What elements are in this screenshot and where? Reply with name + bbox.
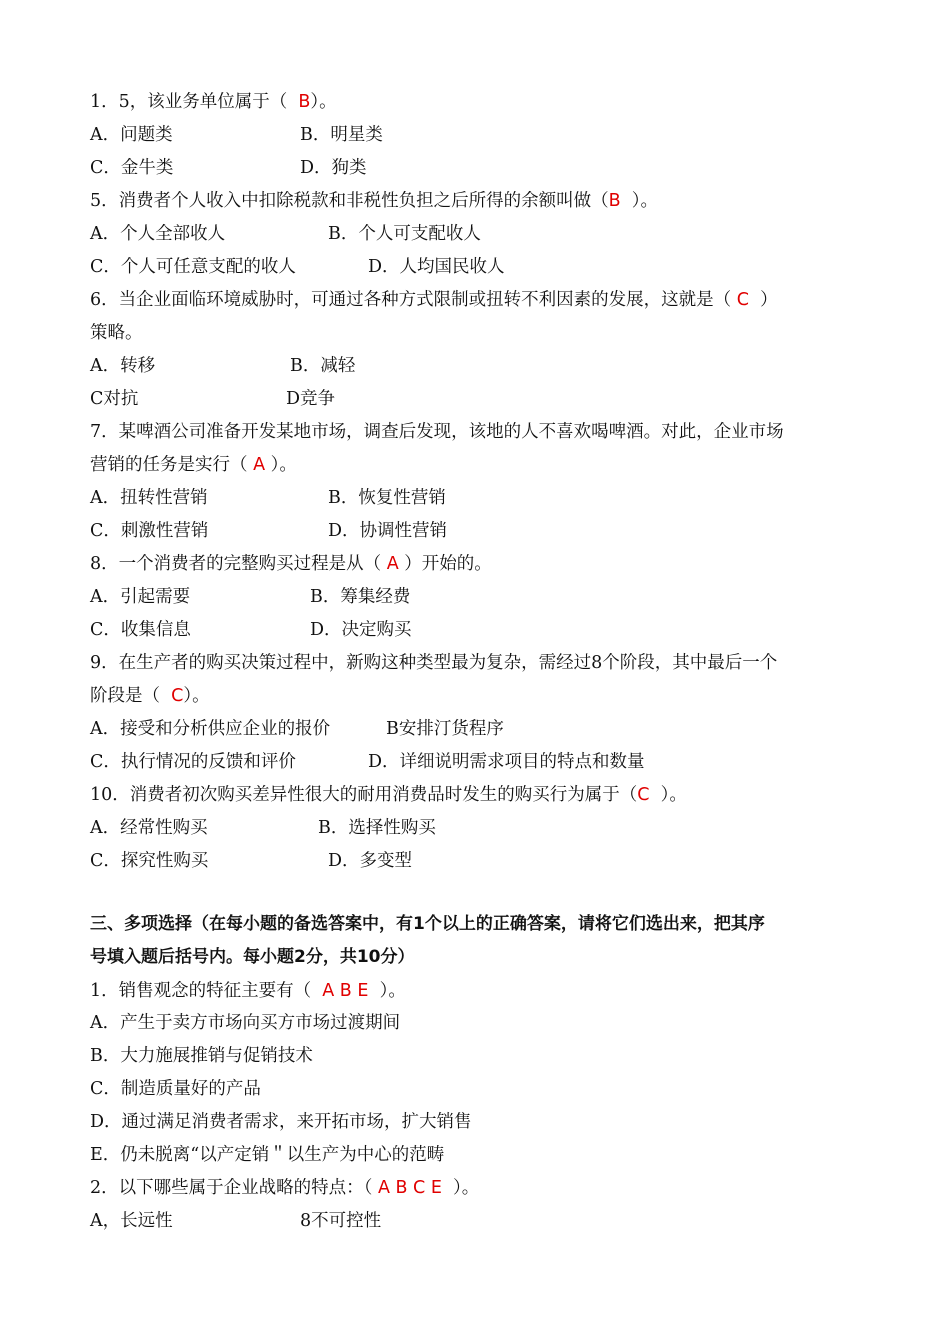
answer-mark: A B C E [377, 1178, 442, 1198]
question-8 [90, 553, 492, 575]
question-text: ）。 [368, 981, 406, 1001]
question-text: ）。 [620, 191, 659, 211]
option-b: B．明星类 [300, 125, 383, 145]
question-6 [90, 289, 778, 311]
question-text: 1．销售观念的特征主要有（ [90, 981, 323, 1001]
option-c: C．金牛类 [90, 158, 174, 178]
answer-mark: A [253, 455, 266, 475]
question-text: ） [748, 290, 778, 310]
answer-mark: C [171, 686, 184, 706]
option-d: D．通过满足消费者需求，来开拓市场，扩大销售 [90, 1112, 472, 1132]
option-d: D．多变型 [328, 851, 413, 871]
option-a: A．经常性购买 [90, 818, 208, 838]
option-d: D．人均国民收人 [368, 257, 505, 277]
question-7: 7．某啤酒公司准备开发某地市场，调查后发现，该地的人不喜欢喝啤酒。对此，企业市场 [90, 422, 784, 442]
question-5 [90, 190, 658, 212]
answer-mark: A [386, 554, 399, 574]
question-continuation: 策略。 [90, 323, 143, 343]
answer-mark: C [731, 290, 749, 310]
option-b: 8不可控性 [300, 1211, 382, 1231]
option-a: A．引起需要 [90, 587, 191, 607]
option-b: B．筹集经费 [310, 587, 411, 607]
section-heading-line2: 号填入题后括号内。每小题2分，共10分） [90, 947, 415, 967]
option-b: B安排汀货程序 [386, 719, 504, 739]
option-c: C．刺激性营销 [90, 521, 209, 541]
question-text: ）。 [441, 1178, 480, 1198]
option-c: C．个人可任意支配的收人 [90, 257, 296, 277]
option-b: B．个人可支配收人 [328, 224, 481, 244]
question-text: 营销的任务是实行（ [90, 455, 254, 475]
option-e: E．仍未脱离“以产定销＂以生产为中心的范畴 [90, 1145, 445, 1165]
option-d: D．狗类 [300, 158, 367, 178]
answer-mark: B [292, 92, 311, 112]
answer-mark: B [608, 191, 621, 211]
question-text: 1．5，该业务单位属于（ [90, 92, 293, 112]
multi-question-1 [90, 980, 406, 1002]
option-b: B．选择性购买 [318, 818, 436, 838]
answer-mark: C [637, 785, 650, 805]
option-d: D．详细说明需求项目的特点和数量 [368, 752, 645, 772]
multi-question-2 [90, 1177, 479, 1199]
question-text: ）。 [649, 785, 687, 805]
option-d: D．决定购买 [310, 620, 412, 640]
option-a: A．接受和分析供应企业的报价 [90, 719, 331, 739]
option-a: A．扭转性营销 [90, 488, 208, 508]
option-a: A．问题类 [90, 125, 173, 145]
section-heading: 三、多项选择（在每小题的备选答案中，有1个以上的正确答案，请将它们选出来，把其序 [90, 914, 765, 934]
option-b: B．恢复性营销 [328, 488, 446, 508]
question-1 [90, 91, 337, 113]
question-9: 9．在生产者的购买决策过程中，新购这种类型最为复杂，需经过8个阶段，其中最后一个 [90, 653, 778, 673]
question-9-line2 [90, 685, 210, 707]
answer-mark: A B E [322, 981, 369, 1001]
option-c: C对抗 [90, 389, 139, 409]
option-c: C．探究性购买 [90, 851, 209, 871]
question-7-line2 [90, 454, 297, 476]
question-text: 10．消费者初次购买差异性很大的耐用消费品时发生的购买行为属于（ [90, 785, 638, 805]
option-a: A，长远性 [90, 1211, 173, 1231]
option-c: C．收集信息 [90, 620, 191, 640]
option-d: D竞争 [286, 389, 336, 409]
option-a: A．个人全部收人 [90, 224, 226, 244]
question-text: ）。 [183, 686, 210, 706]
option-a: A．产生于卖方市场向买方市场过渡期间 [90, 1013, 401, 1033]
option-b: B．减轻 [290, 356, 356, 376]
question-text: 5．消费者个人收入中扣除税款和非税性负担之后所得的余额叫做（ [90, 191, 609, 211]
question-text: ）。 [310, 92, 337, 112]
option-c: C．制造质量好的产品 [90, 1079, 261, 1099]
option-b: B．大力施展推销与促销技术 [90, 1046, 313, 1066]
question-10 [90, 784, 687, 806]
question-text: 阶段是（ [90, 686, 172, 706]
option-c: C．执行情况的反馈和评价 [90, 752, 296, 772]
question-text: 8．一个消费者的完整购买过程是从（ [90, 554, 387, 574]
question-text: ）。 [265, 455, 297, 475]
option-a: A．转移 [90, 356, 156, 376]
question-text: 2．以下哪些属于企业战略的特点：（ [90, 1178, 378, 1198]
question-text: ）开始的。 [398, 554, 492, 574]
question-text: 6．当企业面临环境威胁时，可通过各种方式限制或扭转不利因素的发展，这就是（ [90, 290, 732, 310]
option-d: D．协调性营销 [328, 521, 448, 541]
